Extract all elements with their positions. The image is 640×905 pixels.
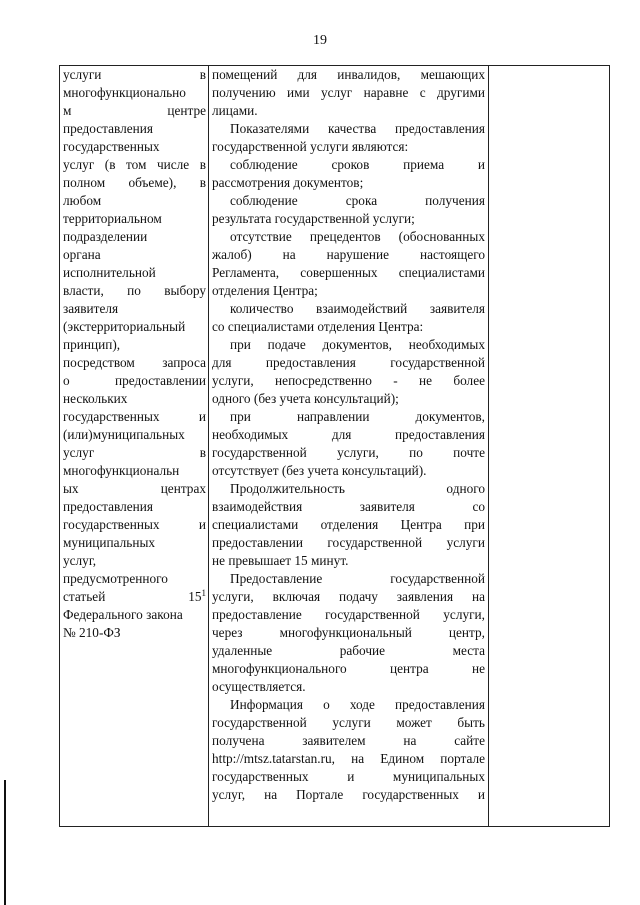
middle-column-line: помещений для инвалидов, мешающих <box>212 67 485 82</box>
left-column-line: органа <box>63 247 101 262</box>
middle-column-line: Предоставление государственной <box>230 571 485 586</box>
middle-column-line: результата государственной услуги; <box>212 211 415 226</box>
left-column-line: (или)муниципальных <box>63 427 185 442</box>
article-superscript: 1 <box>201 588 206 598</box>
middle-column-line: осуществляется. <box>212 679 306 694</box>
middle-column-line: отделения Центра; <box>212 283 318 298</box>
middle-column-line: не превышает 15 минут. <box>212 553 349 568</box>
left-column-line: власти, по выбору <box>63 283 206 298</box>
left-column-line: м центре <box>63 103 206 118</box>
left-column-line: принцип), <box>63 337 121 352</box>
middle-column-line: необходимых для предоставления <box>212 427 485 442</box>
middle-column-line: количество взаимодействий заявителя <box>230 301 485 316</box>
left-column-line: предусмотренного <box>63 571 168 586</box>
left-column-line: государственных и <box>63 517 206 532</box>
left-column-line: государственных <box>63 139 160 154</box>
middle-column-line: жалоб) на нарушение настоящего <box>212 247 485 262</box>
left-column-line: многофункционально <box>63 85 186 100</box>
page-number: 19 <box>313 33 327 48</box>
middle-column-line: через многофункциональный центр, <box>212 625 485 640</box>
middle-column-line: услуги, непосредственно - не более <box>212 373 485 388</box>
left-column-line: о предоставлении <box>63 373 206 388</box>
left-column-line: услуг (в том числе в <box>63 157 206 172</box>
middle-column-line: предоставление государственной услуги, <box>212 607 485 622</box>
left-column-line: статьей $15^1$ <box>63 588 206 604</box>
middle-column-line: государственных и муниципальных <box>212 769 485 784</box>
column-divider <box>488 66 489 826</box>
middle-column-line: удаленные рабочие места <box>212 643 485 658</box>
middle-column-line: услуги, включая подачу заявления на <box>212 589 485 604</box>
middle-column-line: рассмотрения документов; <box>212 175 364 190</box>
middle-column-line: Информация о ходе предоставления <box>230 697 485 712</box>
middle-column-line: со специалистами отделения Центра: <box>212 319 424 334</box>
middle-column-line: взаимодействия заявителя со <box>212 499 485 514</box>
middle-column-line: отсутствие прецедентов (обоснованных <box>230 229 485 244</box>
left-column-line: исполнительной <box>63 265 156 280</box>
column-divider <box>208 66 209 826</box>
middle-column-line: Продолжительность одного <box>230 481 485 496</box>
left-column-line: нескольких <box>63 391 128 406</box>
left-column-line: услуги в <box>63 67 206 82</box>
middle-column-line: одного (без учета консультаций); <box>212 391 399 406</box>
middle-column-line: соблюдение срока получения <box>230 193 485 208</box>
middle-column-quality-indicators <box>212 66 485 804</box>
middle-column-line: отсутствует (без учета консультаций). <box>212 463 427 478</box>
left-column-line: полном объеме), в <box>63 175 206 190</box>
left-column-service-description <box>63 66 206 642</box>
left-column-line: посредством запроса <box>63 355 206 370</box>
left-column-line: ых центрах <box>63 481 206 496</box>
left-column-line: Федерального закона <box>63 607 183 622</box>
left-column-line: подразделении <box>63 229 148 244</box>
middle-column-line: соблюдение сроков приема и <box>230 157 485 172</box>
left-column-line: любом <box>63 193 102 208</box>
middle-column-line: при направлении документов, <box>230 409 485 424</box>
left-column-line: территориальном <box>63 211 162 226</box>
left-column-line: предоставления <box>63 499 154 514</box>
middle-column-line: Регламента, совершенных специалистами <box>212 265 485 280</box>
left-column-line: предоставления <box>63 121 154 136</box>
middle-column-line: государственной услуги являются: <box>212 139 409 154</box>
left-column-line: заявителя <box>63 301 119 316</box>
regulation-table <box>59 65 610 827</box>
middle-column-line: предоставлении государственной услуги <box>212 535 485 550</box>
left-column-line: (экстерриториальный <box>63 319 186 334</box>
middle-column-line: при подаче документов, необходимых <box>230 337 485 352</box>
left-column-line: услуг, <box>63 553 97 568</box>
middle-column-line: для предоставления государственной <box>212 355 485 370</box>
middle-column-line: государственной услуги, по почте <box>212 445 485 460</box>
left-column-line: многофункциональн <box>63 463 180 478</box>
middle-column-line: Показателями качества предоставления <box>230 121 485 136</box>
middle-column-line: государственной услуги может быть <box>212 715 485 730</box>
middle-column-line: многофункционального центра не <box>212 661 485 676</box>
left-column-line: услуг в <box>63 445 206 460</box>
left-column-line: муниципальных <box>63 535 156 550</box>
middle-column-line: специалистами отделения Центра при <box>212 517 485 532</box>
middle-column-line: получению ими услуг наравне с другими <box>212 85 485 100</box>
scan-margin-mark <box>4 780 6 905</box>
middle-column-line: лицами. <box>212 103 258 118</box>
middle-column-line: услуг, на Портале государственных и <box>212 787 485 802</box>
left-column-line: № 210-ФЗ <box>63 625 121 640</box>
middle-column-line: получена заявителем на сайте <box>212 733 485 748</box>
middle-column-line: http://mtsz.tatarstan.ru, на Едином портале <box>212 751 485 766</box>
left-column-line: государственных и <box>63 409 206 424</box>
